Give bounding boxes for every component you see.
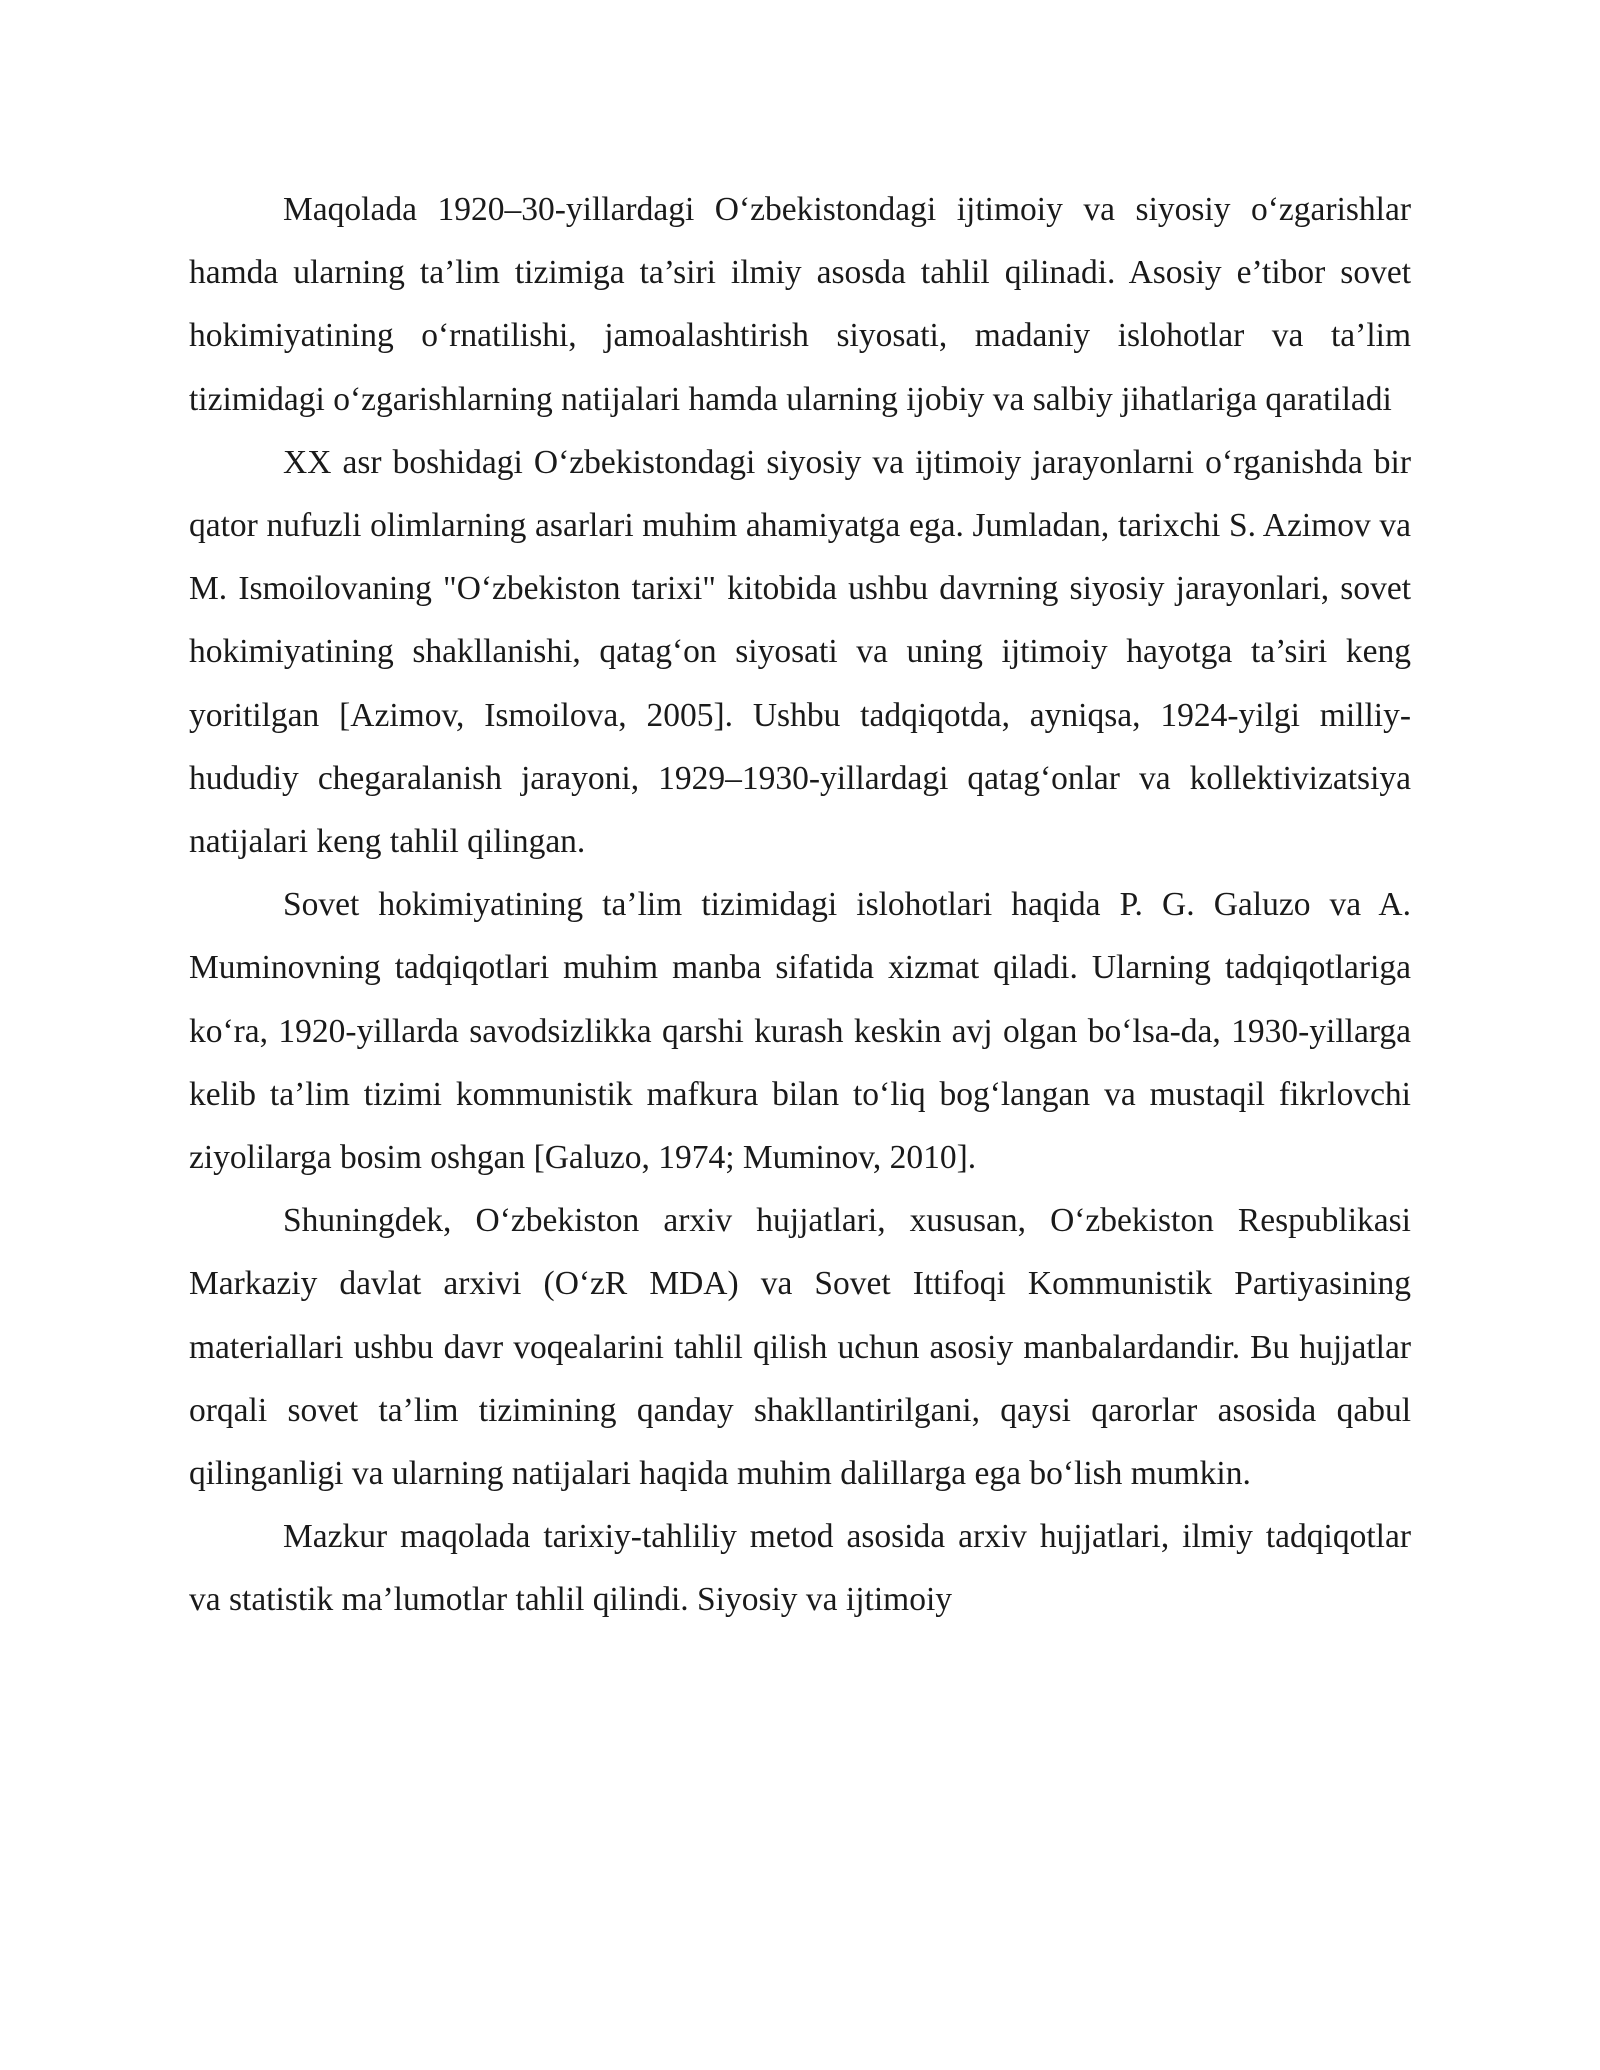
paragraph-5: Mazkur maqolada tarixiy-tahliliy metod asosida arxiv hujjatlari, ilmiy tadqiqotlar va statistik ma’lumotlar tahlil qilindi. Siyosiy va ijtimoiy <box>189 1518 1411 1619</box>
paragraph-2: XX asr boshidagi O‘zbekistondagi siyosiy va ijtimoiy jarayonlarni o‘rganishda bir qator nufuzli olimlarning asarlari muhim ahamiyatga ega. Jumladan, tarixchi S. Azimov va M. Ismoilovaning "O‘zbekiston tarixi" kitobida ushbu davrning siyosiy jarayonlari, sovet hokimiyatining shakllanishi, qatag‘on siyosati va uning ijtimoiy hayotga ta’siri keng yoritilgan [Azimov, Ismoilova, 2005]. Ushbu tadqiqotda, ayniqsa, 1924-yilgi milliy-hududiy chegaralanish jarayoni, 1929–1930-yillardagi qatag‘onlar va kollektivizatsiya natijalari keng tahlil qilingan. <box>189 443 1411 861</box>
paragraph-4: Shuningdek, O‘zbekiston arxiv hujjatlari, xususan, O‘zbekiston Respublikasi Markaziy davlat arxivi (O‘zR MDA) va Sovet Ittifoqi Kommunistik Partiyasining materiallari ushbu davr voqealarini tahlil qilish uchun asosiy manbalardandir. Bu hujjatlar orqali sovet ta’lim tizimining qanday shakllantirilgani, qaysi qarorlar asosida qabul qilinganligi va ularning natijalari haqida muhim dalillarga ega bo‘lish mumkin. <box>189 1202 1411 1493</box>
body-text <box>189 178 1411 1632</box>
paragraph-1: Maqolada 1920–30-yillardagi O‘zbekistondagi ijtimoiy va siyosiy o‘zgarishlar hamda ularning ta’lim tizimiga ta’siri ilmiy asosda tahlil qilinadi. Asosiy e’tibor sovet hokimiyatining o‘rnatilishi, jamoalashtirish siyosati, madaniy islohotlar va ta’lim tizimidagi o‘zgarishlarning natijalari hamda ularning ijobiy va salbiy jihatlariga qaratiladi <box>189 191 1411 418</box>
paragraph-3: Sovet hokimiyatining ta’lim tizimidagi islohotlari haqida P. G. Galuzo va A. Muminovning tadqiqotlari muhim manba sifatida xizmat qiladi. Ularning tadqiqotlariga ko‘ra, 1920-yillarda savodsizlikka qarshi kurash keskin avj olgan bo‘lsa-da, 1930-yillarga kelib ta’lim tizimi kommunistik mafkura bilan to‘liq bog‘langan va mustaqil fikrlovchi ziyolilarga bosim oshgan [Galuzo, 1974; Muminov, 2010]. <box>189 886 1411 1177</box>
